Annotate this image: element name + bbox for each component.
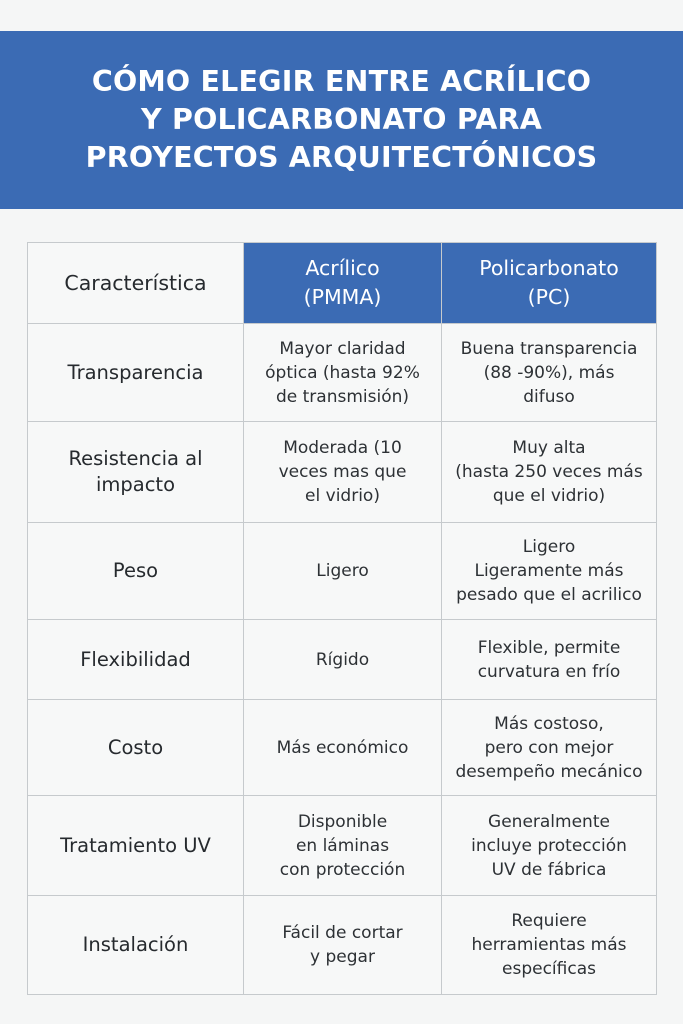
comparison-table xyxy=(27,242,657,995)
cell-line: herramientas más xyxy=(471,935,627,955)
cell-line: Mayor claridad xyxy=(279,338,406,359)
cell-line: Más costoso, xyxy=(494,713,604,734)
header-acrilico-line: Acrílico xyxy=(305,256,380,280)
cell-line: Ligeramente más xyxy=(474,561,624,581)
title-line: PROYECTOS ARQUITECTÓNICOS xyxy=(85,141,598,174)
cell-line: desempeño mecánico xyxy=(455,761,643,782)
feature-cell xyxy=(28,422,244,523)
table-row xyxy=(28,700,657,796)
table-row xyxy=(28,896,657,995)
cell-line: (88 -90%), más xyxy=(483,362,615,383)
feature-cell xyxy=(28,324,244,422)
feature-cell xyxy=(28,700,244,796)
acrilico-cell xyxy=(244,796,442,896)
policarbonato-cell xyxy=(442,523,657,620)
cell-line: Ligero xyxy=(522,537,576,557)
title-line: Y POLICARBONATO PARA xyxy=(141,103,542,136)
cell-line: Rígido xyxy=(315,649,370,670)
policarbonato-cell xyxy=(442,422,657,523)
policarbonato-cell xyxy=(442,796,657,896)
title-line: CÓMO ELEGIR ENTRE ACRÍLICO xyxy=(91,65,592,98)
cell-line: Generalmente xyxy=(488,811,610,832)
feature-line: Instalación xyxy=(82,933,189,956)
feature-cell xyxy=(28,620,244,700)
cell-line: y pegar xyxy=(310,947,375,967)
cell-line: (hasta 250 veces más xyxy=(455,462,643,482)
feature-line: Costo xyxy=(107,735,164,759)
acrilico-cell xyxy=(244,620,442,700)
cell-line: difuso xyxy=(523,386,575,407)
feature-cell xyxy=(28,896,244,995)
cell-line: curvatura en frío xyxy=(477,661,621,682)
cell-line: óptica (hasta 92% xyxy=(265,362,420,383)
table-row xyxy=(28,324,657,422)
table-row xyxy=(28,796,657,896)
cell-line: Buena transparencia xyxy=(460,338,638,359)
policarbonato-cell xyxy=(442,700,657,796)
cell-line: pesado que el acrilico xyxy=(456,585,642,605)
cell-line: Muy alta xyxy=(512,438,586,458)
acrilico-cell xyxy=(244,422,442,523)
acrilico-cell xyxy=(244,896,442,995)
cell-line: veces mas que xyxy=(278,462,407,482)
cell-line: pero con mejor xyxy=(484,737,614,758)
feature-line: Peso xyxy=(112,559,159,582)
cell-line: Ligero xyxy=(316,561,369,581)
cell-line: que el vidrio) xyxy=(492,486,606,506)
cell-line: Más económico xyxy=(276,737,409,758)
cell-line: en láminas xyxy=(295,835,390,856)
cell-line: con protección xyxy=(279,859,406,880)
cell-line: Disponible xyxy=(297,811,388,832)
cell-line: específicas xyxy=(502,959,596,979)
cell-line: incluye protección xyxy=(471,835,627,856)
cell-line: el vidrio) xyxy=(305,486,380,506)
header-feature: Característica xyxy=(28,243,244,324)
cell-line: de transmisión) xyxy=(275,386,410,407)
table-header-row xyxy=(28,243,657,324)
table-row xyxy=(28,523,657,620)
cell-line: Requiere xyxy=(511,911,587,931)
acrilico-cell xyxy=(244,700,442,796)
header-acrilico-line: (PMMA) xyxy=(303,285,382,309)
title-banner xyxy=(0,31,683,209)
feature-cell xyxy=(28,523,244,620)
feature-line: Tratamiento UV xyxy=(60,833,211,857)
feature-cell xyxy=(28,796,244,896)
cell-line: UV de fábrica xyxy=(491,859,607,880)
feature-line: impacto xyxy=(95,473,176,496)
feature-line: Flexibilidad xyxy=(80,647,191,671)
policarbonato-cell xyxy=(442,896,657,995)
policarbonato-cell xyxy=(442,620,657,700)
header-acrilico xyxy=(244,243,442,324)
header-policarbonato-line: Policarbonato xyxy=(479,256,619,280)
feature-line: Resistencia al xyxy=(68,447,203,470)
header-policarbonato xyxy=(442,243,657,324)
cell-line: Moderada (10 xyxy=(283,438,402,458)
header-policarbonato-line: (PC) xyxy=(527,285,571,309)
feature-line: Transparencia xyxy=(67,360,204,384)
table-row xyxy=(28,422,657,523)
cell-line: Flexible, permite xyxy=(477,637,621,658)
acrilico-cell xyxy=(244,523,442,620)
table-row xyxy=(28,620,657,700)
policarbonato-cell xyxy=(442,324,657,422)
cell-line: Fácil de cortar xyxy=(282,923,403,943)
acrilico-cell xyxy=(244,324,442,422)
